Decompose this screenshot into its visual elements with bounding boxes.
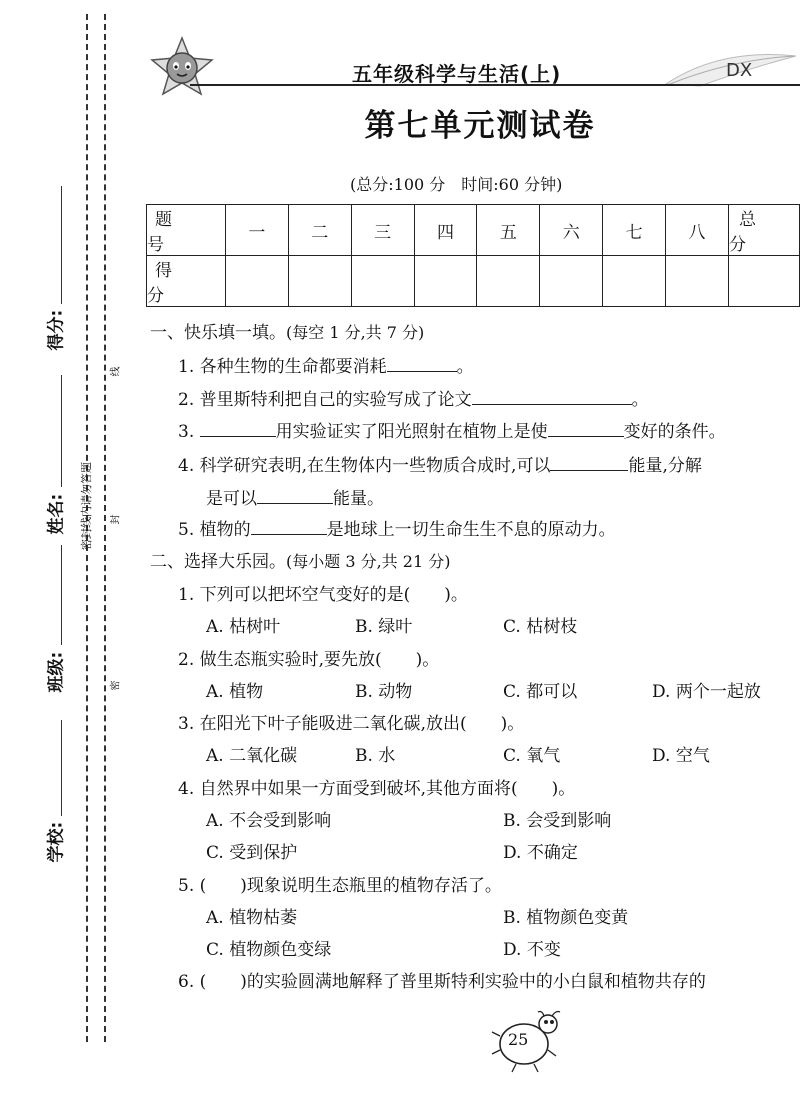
- choice-question-3: 3. 在阳光下叶子能吸进二氧化碳,放出( )。: [178, 714, 525, 734]
- option-b[interactable]: B. 绿叶: [355, 617, 413, 637]
- answer-blank[interactable]: [548, 420, 624, 437]
- book-title: 五年级科学与生活(上): [352, 62, 562, 86]
- ladybug-page-icon: [486, 1010, 572, 1074]
- answer-blank[interactable]: [200, 420, 276, 437]
- class-field[interactable]: [61, 545, 62, 645]
- answer-blank[interactable]: [387, 355, 457, 372]
- answer-blank[interactable]: [251, 518, 327, 535]
- option-d[interactable]: D. 空气: [652, 746, 710, 766]
- column-7: 七: [603, 205, 666, 256]
- total-label: 总分: [728, 205, 799, 256]
- fill-question-3: 3. 用实验证实了阳光照射在植物上是使 变好的条件。: [178, 422, 726, 442]
- score-cell-2[interactable]: [288, 256, 351, 307]
- school-label: 学校:: [46, 821, 67, 863]
- answer-blank[interactable]: [472, 388, 632, 405]
- score-cell-1[interactable]: [225, 256, 288, 307]
- binding-notice: 密封线内请勿答题: [80, 462, 93, 550]
- score-cell-6[interactable]: [540, 256, 603, 307]
- page-title: 第七单元测试卷: [364, 108, 596, 144]
- name-field[interactable]: [61, 375, 62, 487]
- score-cell-total[interactable]: [728, 256, 799, 307]
- option-b[interactable]: B. 水: [355, 746, 396, 766]
- score-row: [147, 256, 800, 307]
- option-b[interactable]: B. 动物: [355, 682, 413, 702]
- option-c[interactable]: C. 氧气: [503, 746, 561, 766]
- fill-question-4-continued: 是可以 能量。: [206, 489, 384, 509]
- fill-question-1: 1. 各种生物的生命都要消耗 。: [178, 357, 474, 377]
- option-b[interactable]: B. 植物颜色变黄: [503, 908, 629, 928]
- score-cell-5[interactable]: [477, 256, 540, 307]
- option-a[interactable]: A. 枯树叶: [206, 617, 281, 637]
- section-1-heading: 一、快乐填一填。(每空 1 分,共 7 分): [150, 323, 425, 343]
- column-6: 六: [540, 205, 603, 256]
- section-2-note: (每小题 3 分,共 21 分): [286, 552, 451, 571]
- section-2-heading: 二、选择大乐园。(每小题 3 分,共 21 分): [150, 552, 451, 572]
- option-d[interactable]: D. 两个一起放: [652, 682, 761, 702]
- answer-blank[interactable]: [550, 454, 628, 471]
- option-c[interactable]: C. 植物颜色变绿: [206, 940, 332, 960]
- question-number-label: 题 号: [147, 205, 226, 256]
- option-b[interactable]: B. 会受到影响: [503, 811, 612, 831]
- choice-question-4: 4. 自然界中如果一方面受到破坏,其他方面将( )。: [178, 779, 576, 799]
- choice-question-5: 5. ( )现象说明生态瓶里的植物存活了。: [178, 876, 502, 896]
- column-5: 五: [477, 205, 540, 256]
- fill-question-2: 2. 普里斯特利把自己的实验写成了论文 。: [178, 390, 649, 410]
- score-field[interactable]: [61, 186, 62, 304]
- score-label: 得分:: [46, 309, 67, 351]
- fill-question-4: 4. 科学研究表明,在生物体内一些物质合成时,可以 能量,分解: [178, 456, 702, 476]
- score-cell-4[interactable]: [414, 256, 477, 307]
- option-d[interactable]: D. 不确定: [503, 843, 578, 863]
- fill-question-5: 5. 植物的 是地球上一切生命生生不息的原动力。: [178, 520, 616, 540]
- choice-question-1: 1. 下列可以把坏空气变好的是( )。: [178, 585, 468, 605]
- header-rule: [190, 84, 800, 86]
- choice-question-2: 2. 做生态瓶实验时,要先放( )。: [178, 650, 440, 670]
- section-1-note: (每空 1 分,共 7 分): [286, 323, 425, 342]
- column-2: 二: [288, 205, 351, 256]
- score-table: [146, 204, 800, 307]
- option-d[interactable]: D. 不变: [503, 940, 561, 960]
- score-cell-3[interactable]: [351, 256, 414, 307]
- seal-char-feng: 封: [110, 514, 122, 525]
- option-a[interactable]: A. 不会受到影响: [206, 811, 332, 831]
- option-c[interactable]: C. 都可以: [503, 682, 578, 702]
- option-c[interactable]: C. 受到保护: [206, 843, 298, 863]
- score-cell-8[interactable]: [666, 256, 729, 307]
- column-3: 三: [351, 205, 414, 256]
- school-field[interactable]: [61, 720, 62, 816]
- option-a[interactable]: A. 植物枯萎: [206, 908, 298, 928]
- exam-meta: (总分:100 分 时间:60 分钟): [350, 175, 563, 194]
- answer-blank[interactable]: [257, 487, 333, 504]
- binding-dashed-line-right: [104, 14, 106, 1042]
- column-8: 八: [666, 205, 729, 256]
- option-a[interactable]: A. 二氧化碳: [206, 746, 298, 766]
- mascot-star-icon: [146, 34, 218, 98]
- column-1: 一: [225, 205, 288, 256]
- page-number: 25: [508, 1030, 529, 1049]
- column-4: 四: [414, 205, 477, 256]
- score-row-label: 得 分: [147, 256, 226, 307]
- option-c[interactable]: C. 枯树枝: [503, 617, 578, 637]
- name-label: 姓名:: [46, 493, 67, 535]
- edition-code: DX: [726, 60, 753, 81]
- class-label: 班级:: [46, 651, 67, 693]
- question-number-row: [147, 205, 800, 256]
- seal-char-mi: 密: [110, 680, 122, 691]
- option-a[interactable]: A. 植物: [206, 682, 264, 702]
- choice-question-6: 6. ( )的实验圆满地解释了普里斯特利实验中的小白鼠和植物共存的: [178, 972, 706, 992]
- seal-char-xian: 线: [110, 366, 122, 377]
- score-cell-7[interactable]: [603, 256, 666, 307]
